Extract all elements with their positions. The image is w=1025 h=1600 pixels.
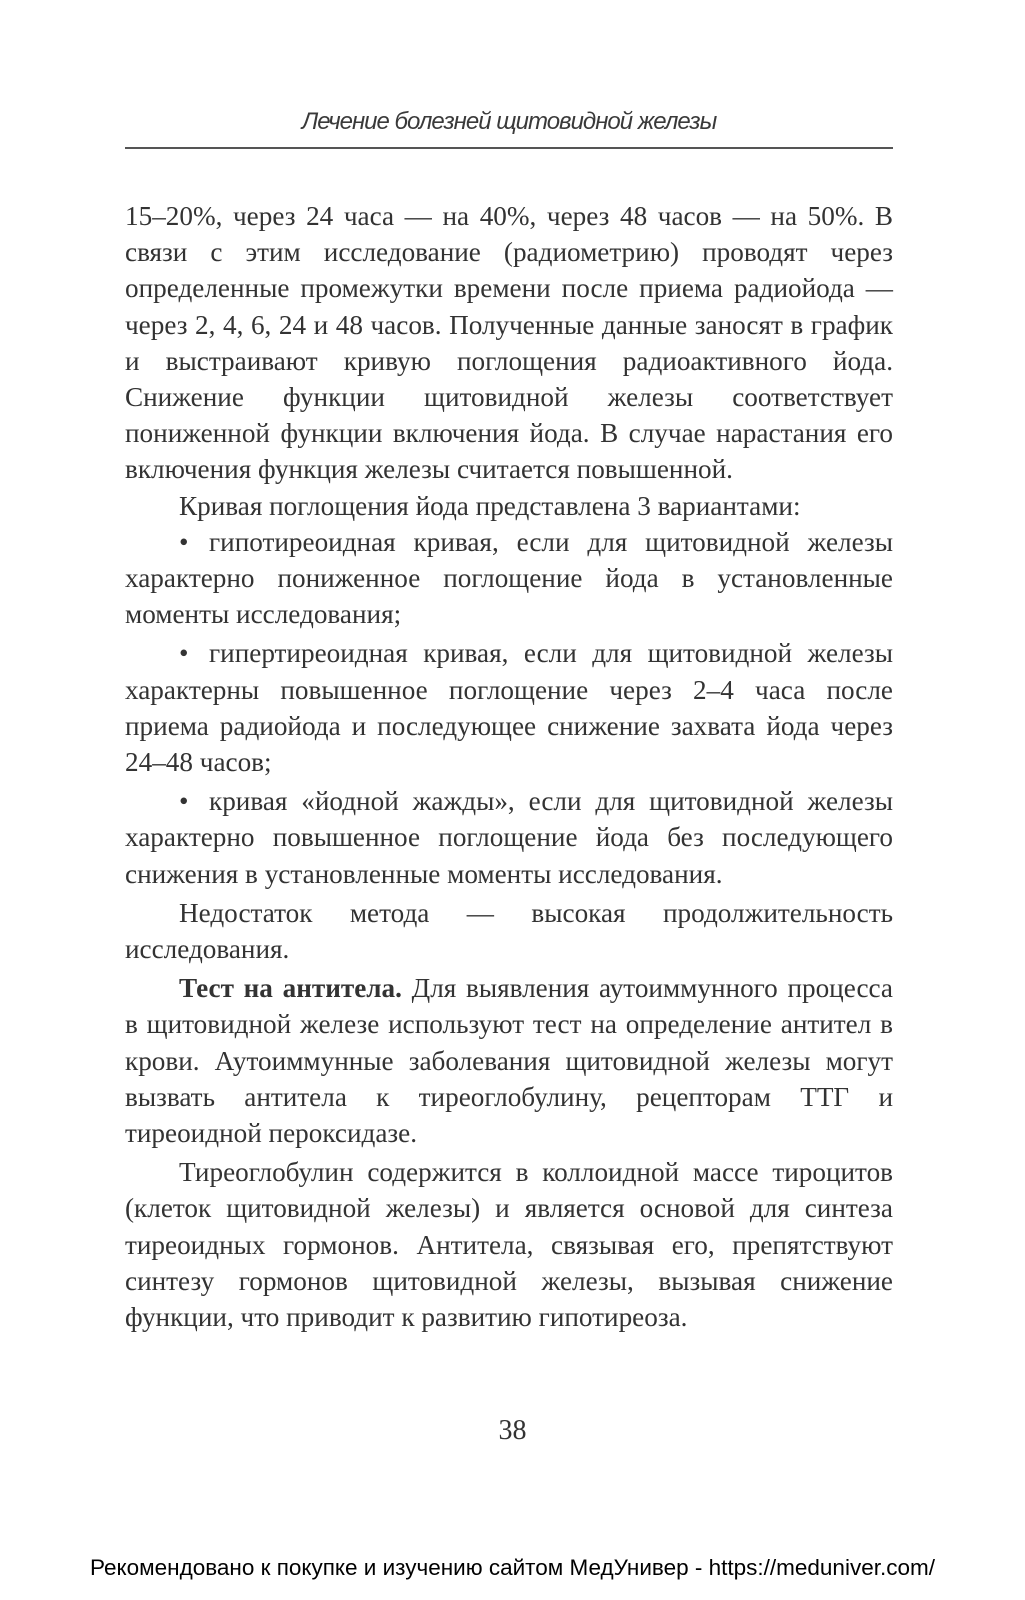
bullet-icon: • — [179, 526, 189, 557]
page-body — [125, 198, 893, 1335]
paragraph-5: Тиреоглобулин содержится в коллоидной массе тироцитов (клеток щитовидной железы) и является основой для синтеза тиреоидных гормонов. Антитела, связывая его, препятствуют синтезу гормонов щитовидной железы, вызывая снижение функции, что приводит к развитию гипотиреоза. — [125, 1157, 893, 1333]
paragraph-4 — [125, 970, 893, 1151]
paragraph-1: 15–20%, через 24 часа — на 40%, через 48 часов — на 50%. В связи с этим исследование (радиометрию) проводят через определенные промежутки времени после приема радиойода — через 2, 4, 6, 24 и 48 часов. Полученные данные заносят в график и выстраивают кривую поглощения радиоактивного йода. Снижение функции щитовидной железы соответствует пониженной функции включения йода. В случае нарастания его включения функция железы считается повышенной. — [125, 201, 893, 485]
section-heading-antibody-test: Тест на антитела. — [179, 973, 402, 1004]
bullet-text-2: гипертиреоидная кривая, если для щитовидной железы характерны повышенное поглощение через 2–4 часа после приема радиойода и последующее снижение захвата йода через 24–48 часов; — [125, 638, 893, 778]
bullet-icon: • — [179, 786, 189, 817]
bullet-text-1: гипотиреоидная кривая, если для щитовидной железы характерно пониженное поглощение йода в установленные моменты исследования; — [125, 526, 893, 630]
footer-recommendation: Рекомендовано к покупке и изучению сайтом МедУнивер - https://meduniver.com/ — [90, 1555, 935, 1580]
bullet-icon: • — [179, 638, 189, 669]
bullet-item-1 — [125, 524, 893, 633]
bullet-item-3 — [125, 783, 893, 892]
bullet-item-2 — [125, 635, 893, 780]
paragraph-2: Кривая поглощения йода представлена 3 вариантами: — [179, 490, 801, 521]
running-header: Лечение болезней щитовидной железы — [301, 108, 717, 135]
bullet-text-3: кривая «йодной жажды», если для щитовидной железы характерно повышенное поглощение йода без последующего снижения в установленные моменты исследования. — [125, 786, 893, 889]
paragraph-4-text: Для выявления аутоиммунного процесса в щитовидной железе используют тест на определение антител в крови. Аутоиммунные заболевания щитовидной железы могут вызвать антитела к тиреоглобулину, рецепторам ТТГ и тиреоидной пероксидазе. — [125, 973, 894, 1149]
page-number: 38 — [498, 1415, 527, 1446]
paragraph-3: Недостаток метода — высокая продолжительность исследования. — [125, 897, 893, 965]
header-divider — [125, 147, 893, 149]
